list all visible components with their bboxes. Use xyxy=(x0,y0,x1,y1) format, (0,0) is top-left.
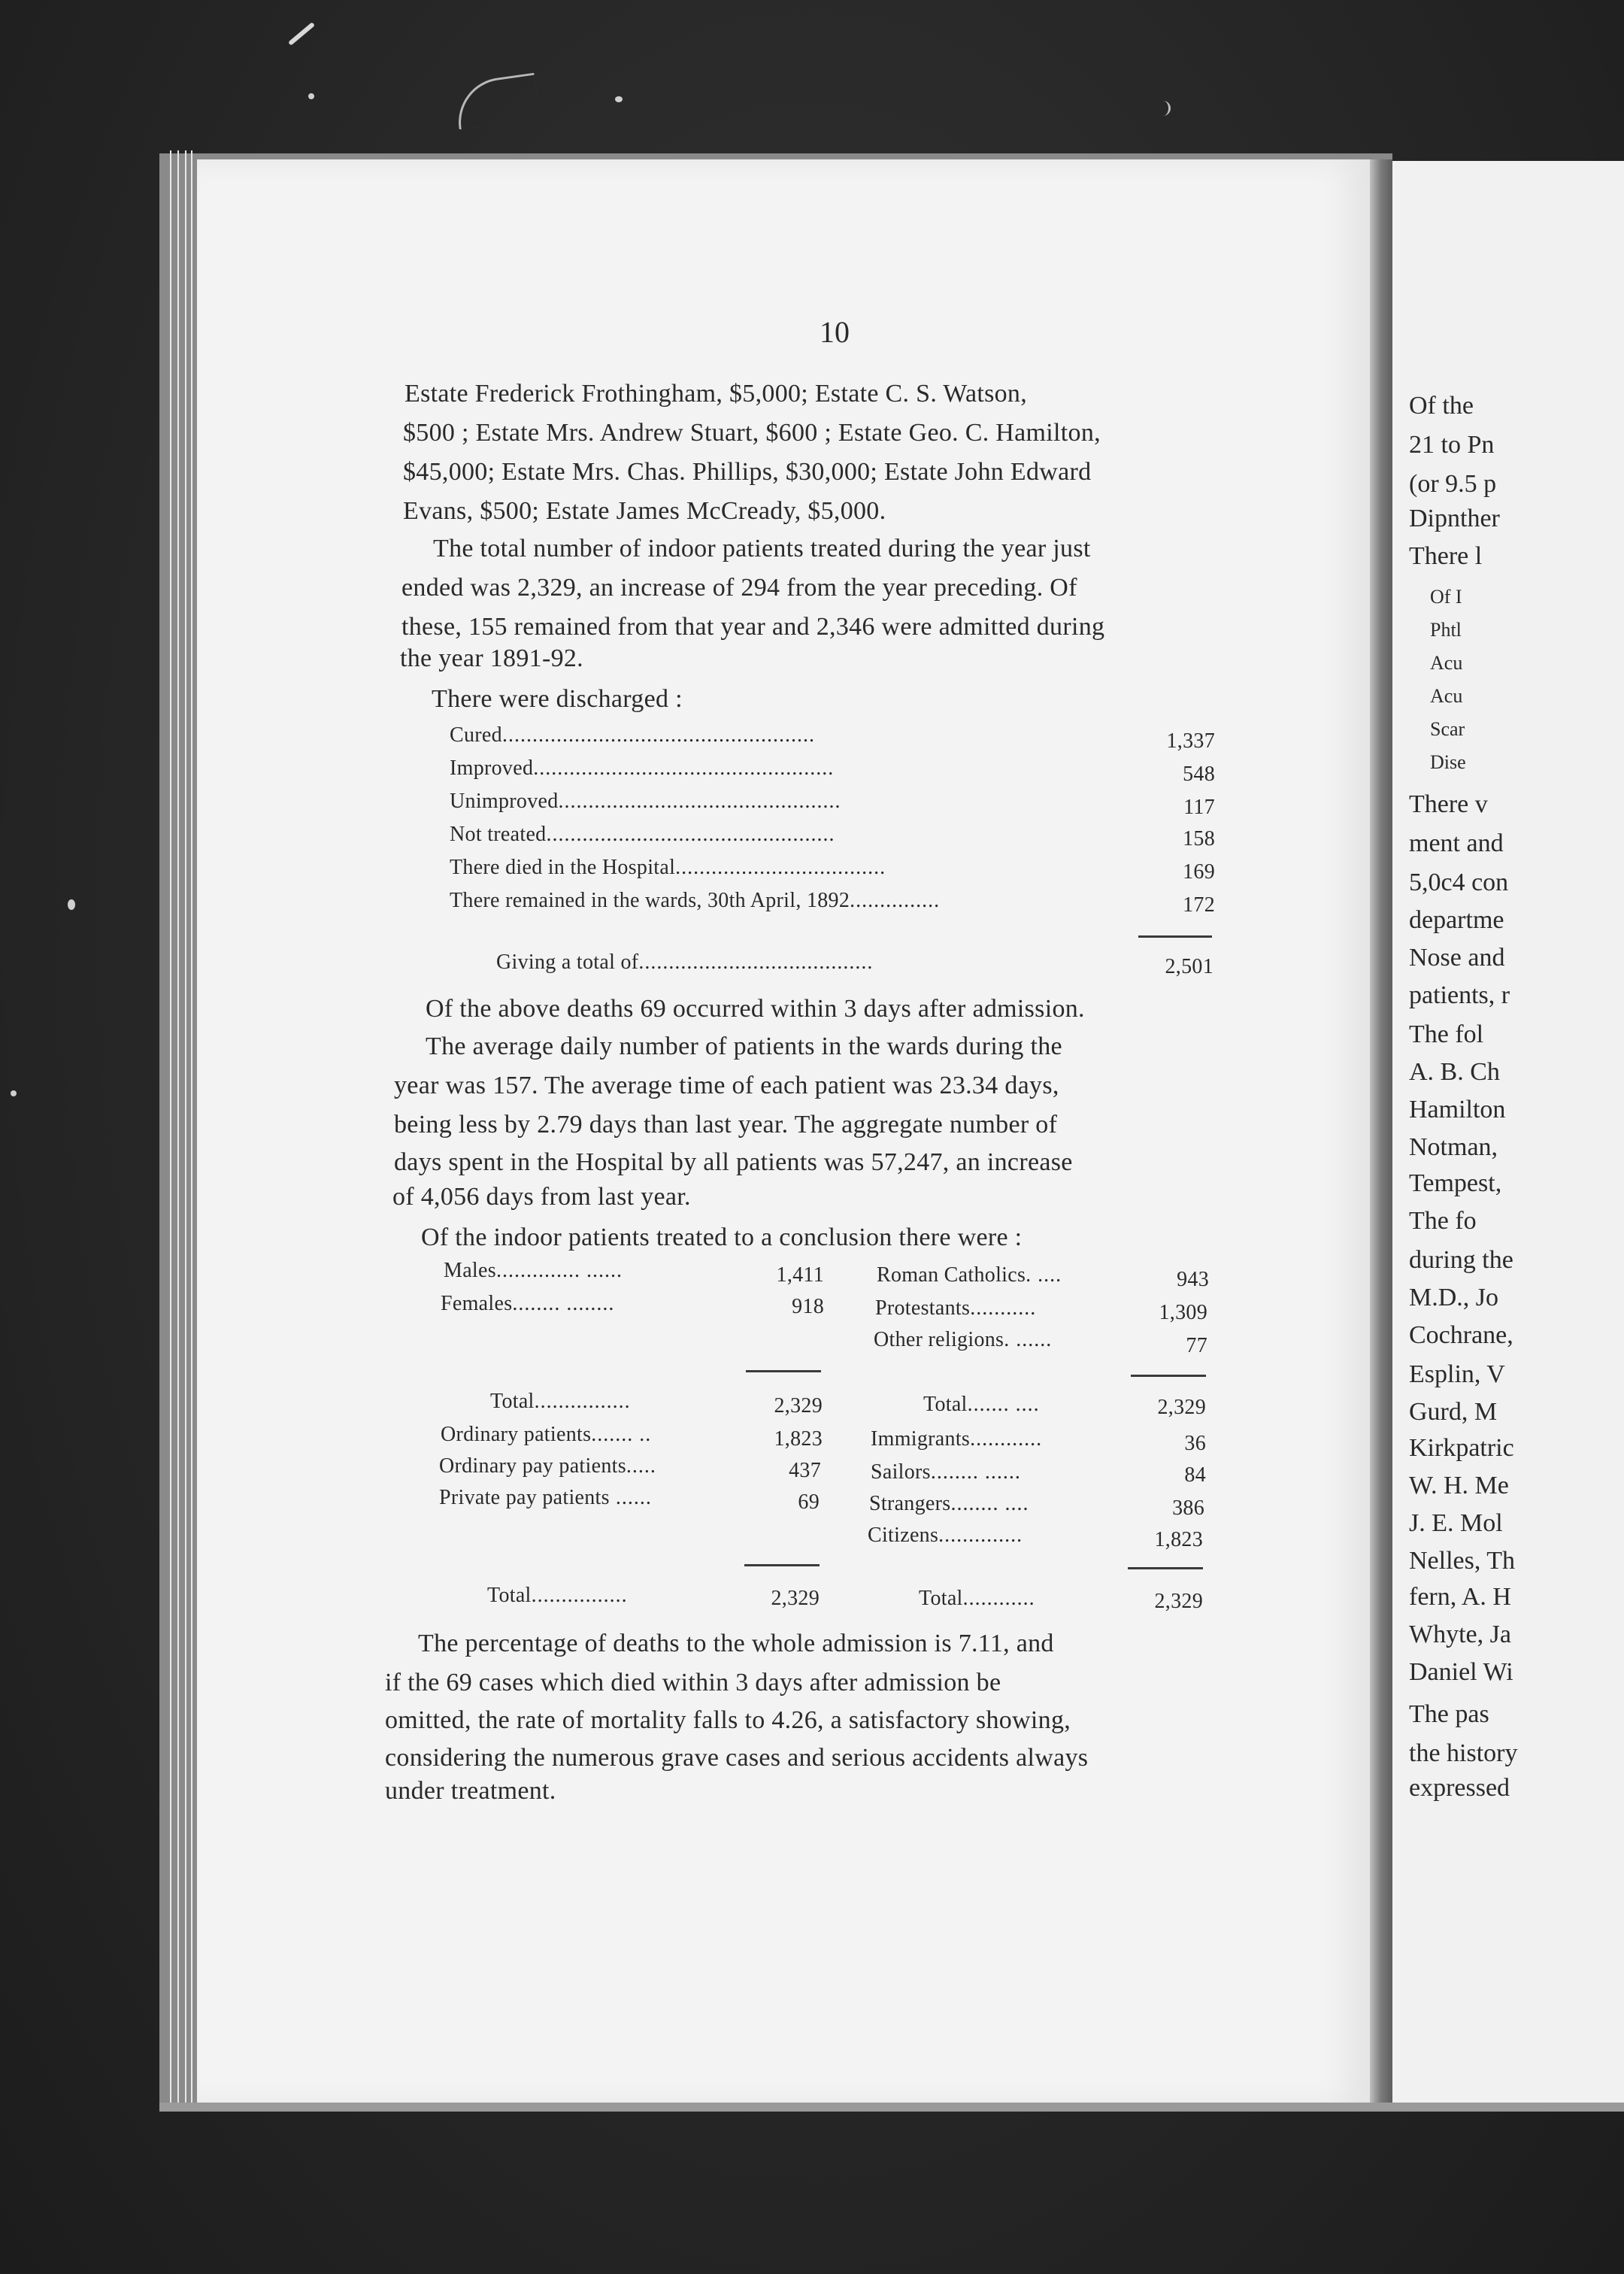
table-row-value: 1,823 xyxy=(1154,1528,1203,1551)
table-row-value: 117 xyxy=(1183,796,1215,819)
sum-rule xyxy=(1128,1567,1203,1569)
paragraph-line: if the 69 cases which died within 3 days after admission be xyxy=(385,1669,1001,1696)
paragraph-line: being less by 2.79 days than last year. The aggregate number of xyxy=(394,1111,1058,1139)
book-gutter xyxy=(1370,159,1392,2107)
table-row-label: Protestants........... xyxy=(875,1296,1037,1320)
paragraph-line: under treatment. xyxy=(385,1777,556,1805)
bequest-line: $45,000; Estate Mrs. Chas. Phillips, $30,000; Estate John Edward xyxy=(403,458,1092,486)
right-page-text-line: Notman, xyxy=(1409,1133,1498,1161)
table-row-value: 69 xyxy=(798,1490,820,1514)
dust-mark xyxy=(11,1090,17,1096)
right-page-text-line: Cochrane, xyxy=(1409,1321,1513,1349)
page-edge xyxy=(185,150,186,2109)
table-row-value: 548 xyxy=(1183,763,1215,786)
right-page-text-line: ment and xyxy=(1409,829,1504,857)
table-total-value: 2,329 xyxy=(1157,1396,1206,1419)
table-row-value: 77 xyxy=(1186,1334,1207,1357)
bequest-line: Evans, $500; Estate James McCready, $5,000. xyxy=(403,497,886,525)
paragraph-line: these, 155 remained from that year and 2,346 were admitted during xyxy=(401,613,1105,641)
right-page-text-line: Acu xyxy=(1430,685,1463,707)
table-total-label: Total................ xyxy=(490,1390,631,1413)
table-row-value: 437 xyxy=(789,1459,821,1482)
table-row-label: Immigrants............ xyxy=(871,1427,1043,1451)
table-total-value: 2,329 xyxy=(1154,1590,1203,1613)
right-page-text-line: Nelles, Th xyxy=(1409,1547,1516,1575)
right-page-text-line: the history xyxy=(1409,1739,1518,1767)
right-page-text-line: Phtl xyxy=(1430,619,1462,641)
paragraph-line: The percentage of deaths to the whole admission is 7.11, and xyxy=(418,1630,1054,1657)
table-row-label: Other religions. ...... xyxy=(874,1328,1053,1351)
table-row-value: 943 xyxy=(1177,1268,1209,1291)
deaths-line: Of the above deaths 69 occurred within 3 days after admission. xyxy=(426,995,1085,1023)
paragraph-line: considering the numerous grave cases and serious accidents always xyxy=(385,1744,1089,1772)
dust-mark xyxy=(68,899,75,910)
right-page-text-line: Whyte, Ja xyxy=(1409,1621,1511,1648)
page-edge xyxy=(191,150,192,2109)
right-page-text-line: (or 9.5 p xyxy=(1409,470,1497,498)
right-page-text-line: J. E. Mol xyxy=(1409,1509,1503,1537)
table-total-value: 2,501 xyxy=(1165,955,1213,978)
table-row-label: Unimproved............................................... xyxy=(450,790,841,813)
paragraph-line: The total number of indoor patients treated during the year just xyxy=(433,535,1091,562)
table-row-label: Ordinary patients....... .. xyxy=(441,1423,652,1446)
right-page-text-line: The fo xyxy=(1409,1207,1477,1235)
right-page-text-line: 5,0c4 con xyxy=(1409,869,1509,896)
page-edge xyxy=(170,150,171,2109)
table-row-value: 169 xyxy=(1183,860,1215,884)
table-row-label: Ordinary pay patients..... xyxy=(439,1454,656,1478)
table-total-value: 2,329 xyxy=(774,1394,823,1417)
right-page-text-line: A. B. Ch xyxy=(1409,1058,1500,1086)
table-row-value: 386 xyxy=(1172,1496,1204,1520)
table-row-label: Strangers........ .... xyxy=(869,1492,1029,1515)
table-row-label: There died in the Hospital................................... xyxy=(450,856,886,879)
page-edge xyxy=(177,150,179,2109)
right-page-text-line: W. H. Me xyxy=(1409,1472,1509,1499)
right-page-text-line: departme xyxy=(1409,906,1504,934)
table-row-value: 1,823 xyxy=(774,1427,823,1451)
sum-rule xyxy=(746,1370,821,1372)
table-row-value: 1,411 xyxy=(776,1263,824,1287)
table-total-label: Total................ xyxy=(487,1584,628,1607)
paragraph-line: of 4,056 days from last year. xyxy=(392,1183,691,1211)
sum-rule xyxy=(1138,935,1212,938)
table-row-label: Improved.................................................. xyxy=(450,756,835,780)
table-row-label: Roman Catholics. .... xyxy=(877,1263,1062,1287)
table-row-value: 36 xyxy=(1184,1432,1206,1455)
right-page-text-line: Acu xyxy=(1430,652,1463,674)
right-page-text-line: Daniel Wi xyxy=(1409,1658,1513,1686)
right-page-text-line: Tempest, xyxy=(1409,1169,1502,1197)
bequest-line: $500 ; Estate Mrs. Andrew Stuart, $600 ; Estate Geo. C. Hamilton, xyxy=(403,419,1101,447)
paragraph-line: ended was 2,329, an increase of 294 from the year preceding. Of xyxy=(401,574,1077,602)
right-page-text-line: Dise xyxy=(1430,751,1466,773)
table-total-label: Total....... .... xyxy=(923,1393,1040,1416)
right-page-text-line: The pas xyxy=(1409,1700,1489,1728)
table-row-label: Not treated................................................ xyxy=(450,823,835,846)
right-page-text-line: fern, A. H xyxy=(1409,1583,1511,1611)
table-row-label: Cured.................................................... xyxy=(450,723,815,747)
right-page-text-line: Gurd, M xyxy=(1409,1398,1498,1426)
paragraph-line: omitted, the rate of mortality falls to 4.26, a satisfactory showing, xyxy=(385,1706,1071,1734)
conclusion-heading: Of the indoor patients treated to a conclusion there were : xyxy=(421,1223,1023,1251)
discharged-heading: There were discharged : xyxy=(432,685,683,713)
page-number: 10 xyxy=(820,315,850,349)
right-page-text-line: Dipnther xyxy=(1409,505,1500,532)
right-page-text-line: expressed xyxy=(1409,1774,1510,1802)
table-row-label: There remained in the wards, 30th April, 1892............... xyxy=(450,889,941,912)
table-row-value: 1,337 xyxy=(1166,729,1215,753)
right-page-text-line: during the xyxy=(1409,1246,1513,1274)
right-page-text-line: patients, r xyxy=(1409,981,1510,1009)
table-row-label: Private pay patients ...... xyxy=(439,1486,652,1509)
right-page-text-line: Of I xyxy=(1430,586,1462,608)
table-row-label: Females........ ........ xyxy=(441,1292,615,1315)
table-total-label: Giving a total of....................................... xyxy=(496,951,874,974)
right-page-text-line: Scar xyxy=(1430,718,1465,740)
sum-rule xyxy=(744,1564,820,1566)
right-page-text-line: Esplin, V xyxy=(1409,1360,1505,1388)
sum-rule xyxy=(1131,1375,1206,1377)
right-page xyxy=(1392,161,1624,2109)
dust-mark xyxy=(615,96,623,102)
right-page-text-line: There v xyxy=(1409,790,1488,818)
table-row-value: 918 xyxy=(792,1295,824,1318)
right-page-text-line: The fol xyxy=(1409,1020,1484,1048)
right-page-text-line: There l xyxy=(1409,542,1483,570)
page-bottom-edge xyxy=(159,2103,1624,2112)
table-row-label: Sailors........ ...... xyxy=(871,1460,1021,1484)
bequest-line: Estate Frederick Frothingham, $5,000; Estate C. S. Watson, xyxy=(404,380,1028,408)
paragraph-line: year was 157. The average time of each patient was 23.34 days, xyxy=(394,1072,1059,1099)
paragraph-line: The average daily number of patients in the wards during the xyxy=(426,1032,1062,1060)
right-page-text-line: Of the xyxy=(1409,392,1474,420)
table-row-label: Males.............. ...... xyxy=(444,1259,623,1282)
right-page-text-line: Hamilton xyxy=(1409,1096,1506,1123)
right-page-text-line: M.D., Jo xyxy=(1409,1284,1499,1311)
paragraph-line: days spent in the Hospital by all patients was 57,247, an increase xyxy=(394,1148,1073,1176)
table-row-label: Citizens.............. xyxy=(868,1524,1023,1547)
table-total-value: 2,329 xyxy=(771,1587,820,1610)
table-row-value: 84 xyxy=(1184,1463,1206,1487)
right-page-text-line: 21 to Pn xyxy=(1409,431,1495,459)
dust-mark xyxy=(308,93,314,99)
table-row-value: 172 xyxy=(1183,893,1215,917)
table-row-value: 1,309 xyxy=(1159,1301,1207,1324)
right-page-text-line: Nose and xyxy=(1409,944,1505,972)
table-total-label: Total............ xyxy=(919,1587,1035,1610)
right-page-text-line: Kirkpatric xyxy=(1409,1434,1514,1462)
table-row-value: 158 xyxy=(1183,827,1215,850)
paragraph-line: the year 1891-92. xyxy=(400,644,583,672)
